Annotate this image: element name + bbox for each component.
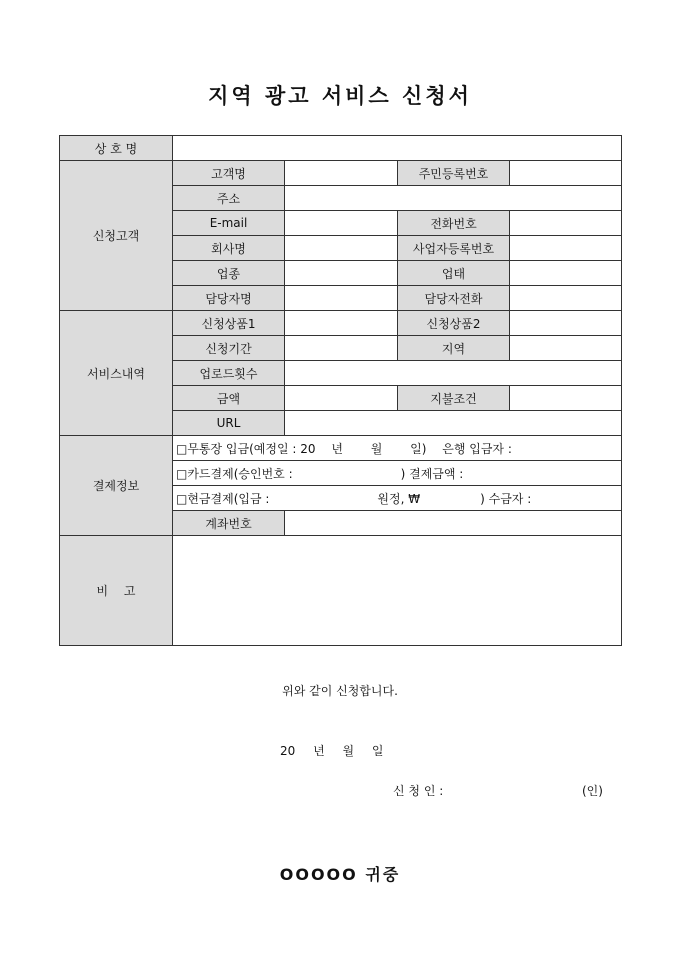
business-name-row [60, 136, 622, 161]
amount-field[interactable] [285, 386, 398, 411]
manager-phone-field[interactable] [510, 286, 622, 311]
account-no-field[interactable] [285, 511, 622, 536]
industry-field[interactable] [285, 261, 398, 286]
url-field[interactable] [285, 411, 622, 436]
company-label: 회사명 [173, 236, 285, 261]
confirmation-text: 위와 같이 신청합니다. [282, 684, 398, 698]
period-field[interactable] [285, 336, 398, 361]
email-label: E-mail [173, 211, 285, 236]
amount-label: 금액 [173, 386, 285, 411]
product1-field[interactable] [285, 311, 398, 336]
document-title: 지역 광고 서비스 신청서 [208, 83, 472, 108]
cash-payment-option[interactable]: □현금결제(입금 : 원정, ₩ ) 수금자 : [173, 486, 622, 511]
remarks-field[interactable] [173, 536, 622, 646]
account-no-label: 계좌번호 [173, 511, 285, 536]
business-reg-no-field[interactable] [510, 236, 622, 261]
company-field[interactable] [285, 236, 398, 261]
period-label: 신청기간 [173, 336, 285, 361]
region-label: 지역 [398, 336, 510, 361]
upload-count-field[interactable] [285, 361, 622, 386]
product1-label: 신청상품1 [173, 311, 285, 336]
manager-name-label: 담당자명 [173, 286, 285, 311]
application-date: 20 년 월 일 [280, 744, 384, 758]
phone-field[interactable] [510, 211, 622, 236]
email-field[interactable] [285, 211, 398, 236]
business-name-label: 상 호 명 [60, 136, 173, 161]
business-reg-no-label: 사업자등록번호 [398, 236, 510, 261]
payment-terms-field[interactable] [510, 386, 622, 411]
customer-section-label: 신청고객 [60, 161, 173, 311]
recipient-line: OOOOO 귀중 [279, 865, 401, 884]
resident-no-label: 주민등록번호 [398, 161, 510, 186]
business-type-label: 업태 [398, 261, 510, 286]
phone-label: 전화번호 [398, 211, 510, 236]
payment-section-label: 결제정보 [60, 436, 173, 536]
service-section-label: 서비스내역 [60, 311, 173, 436]
region-field[interactable] [510, 336, 622, 361]
product2-label: 신청상품2 [398, 311, 510, 336]
resident-no-field[interactable] [510, 161, 622, 186]
industry-label: 업종 [173, 261, 285, 286]
business-name-field[interactable] [173, 136, 622, 161]
business-type-field[interactable] [510, 261, 622, 286]
manager-phone-label: 담당자전화 [398, 286, 510, 311]
customer-name-field[interactable] [285, 161, 398, 186]
seal-label: (인) [582, 784, 603, 798]
product2-field[interactable] [510, 311, 622, 336]
customer-name-label: 고객명 [173, 161, 285, 186]
url-label: URL [173, 411, 285, 436]
upload-count-label: 업로드횟수 [173, 361, 285, 386]
address-field[interactable] [285, 186, 622, 211]
remarks-label: 비 고 [60, 536, 173, 646]
card-payment-option[interactable]: □카드결제(승인번호 : ) 결제금액 : [173, 461, 622, 486]
payment-terms-label: 지불조건 [398, 386, 510, 411]
bank-transfer-option[interactable]: □무통장 입금(예정일 : 20 년 월 일) 은행 입금자 : [173, 436, 622, 461]
application-form-table [59, 135, 622, 646]
address-label: 주소 [173, 186, 285, 211]
manager-name-field[interactable] [285, 286, 398, 311]
applicant-label: 신 청 인 : [393, 784, 444, 798]
